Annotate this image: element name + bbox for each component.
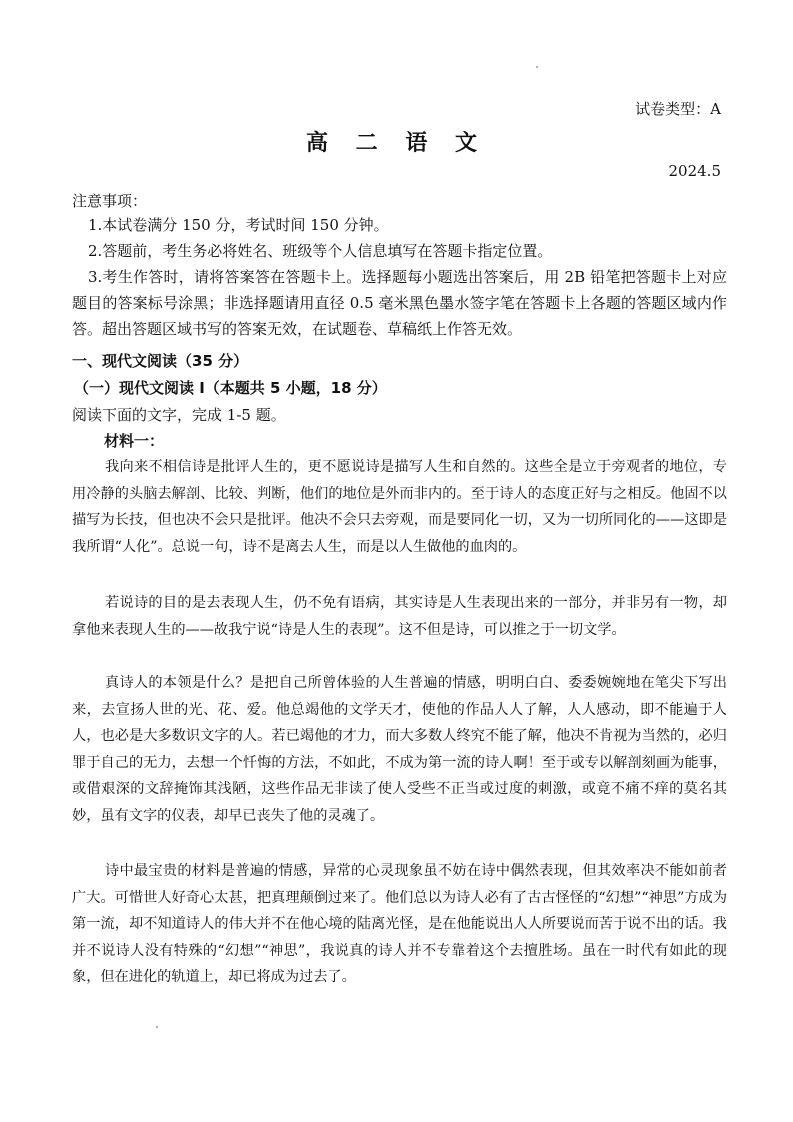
reading-instruction: 阅读下面的文字，完成 1-5 题。	[72, 406, 286, 424]
section-subtitle: （一）现代文阅读 I（本题共 5 小题，18 分）	[74, 379, 387, 397]
notice-item: 2.答题前，考生务必将姓名、班级等个人信息填写在答题卡指定位置。	[88, 242, 553, 260]
notice-item: 1.本试卷满分 150 分，考试时间 150 分钟。	[88, 216, 389, 234]
section-title: 一、现代文阅读（35 分）	[72, 352, 249, 370]
exam-date: 2024.5	[668, 162, 721, 180]
notice-heading: 注意事项：	[72, 192, 148, 210]
exam-title: 高 二 语 文	[306, 130, 487, 156]
scan-speck	[156, 1026, 158, 1028]
material-paragraph: 诗中最宝贵的材料是普遍的情感，异常的心灵现象虽不妨在诗中偶然表现，但其效率决不能如前者广大。可惜世人好奇心太甚，把真理颠倒过来了。他们总以为诗人必有了古古怪怪的“幻想”“神思”方成为第一流，却不知道诗人的伟大并不在他心境的陆离光怪，是在他能说出人人所要说而苦于说不出的话。我并不说诗人没有特殊的“幻想”“神思”，我说真的诗人并不专靠着这个去擅胜场。虽在一时代有如此的现象，但在进化的轨道上，却已将成为过去了。	[72, 863, 728, 985]
notice-item: 3.考生作答时，请将答案答在答题卡上。选择题每小题选出答案后，用 2B 铅笔把答题卡上对应题目的答案标号涂黑；非选择题请用直径 0.5 毫米黑色墨水签字笔在答题卡上各题的答题区域内作答。超出答题区域书写的答案无效，在试题卷、草稿纸上作答无效。	[72, 268, 727, 338]
material-label: 材料一：	[104, 432, 165, 450]
scan-speck	[536, 66, 538, 68]
material-paragraph: 我向来不相信诗是批评人生的，更不愿说诗是描写人生和自然的。这些全是立于旁观者的地位，专用冷静的头脑去解剖、比较、判断，他们的地位是外而非内的。至于诗人的态度正好与之相反。他固不以描写为长技，但也决不会只是批评。他决不会只去旁观，而是要同化一切，又为一切所同化的——这即是我所谓“人化”。总说一句，诗不是离去人生，而是以人生做他的血肉的。	[72, 459, 727, 555]
paper-type-label: 试卷类型：A	[635, 100, 721, 118]
material-paragraph: 若说诗的目的是去表现人生，仍不免有语病，其实诗是人生表现出来的一部分，并非另有一物，却拿他来表现人生的——故我宁说“诗是人生的表现”。这不但是诗，可以推之于一切文学。	[72, 595, 727, 638]
material-paragraph: 真诗人的本领是什么？是把自己所曾体验的人生普遍的情感，明明白白、委委婉婉地在笔尖下写出来，去宣扬人世的光、花、爱。他总竭他的文学天才，使他的作品人人了解，人人感动，即不能遍于人人，也必是大多数识文字的人。若已竭他的才力，而大多数人终究不能了解，他决不肯视为当然的，必归罪于自己的无力，去想一个忏悔的方法，不如此，不成为第一流的诗人啊！至于或专以解剖刻画为能事，或借艰深的文辞掩饰其浅陋，这些作品无非读了使人受些不正当或过度的刺激，或竟不痛不痒的莫名其妙，虽有文字的仪表，却早已丧失了他的灵魂了。	[72, 675, 727, 824]
